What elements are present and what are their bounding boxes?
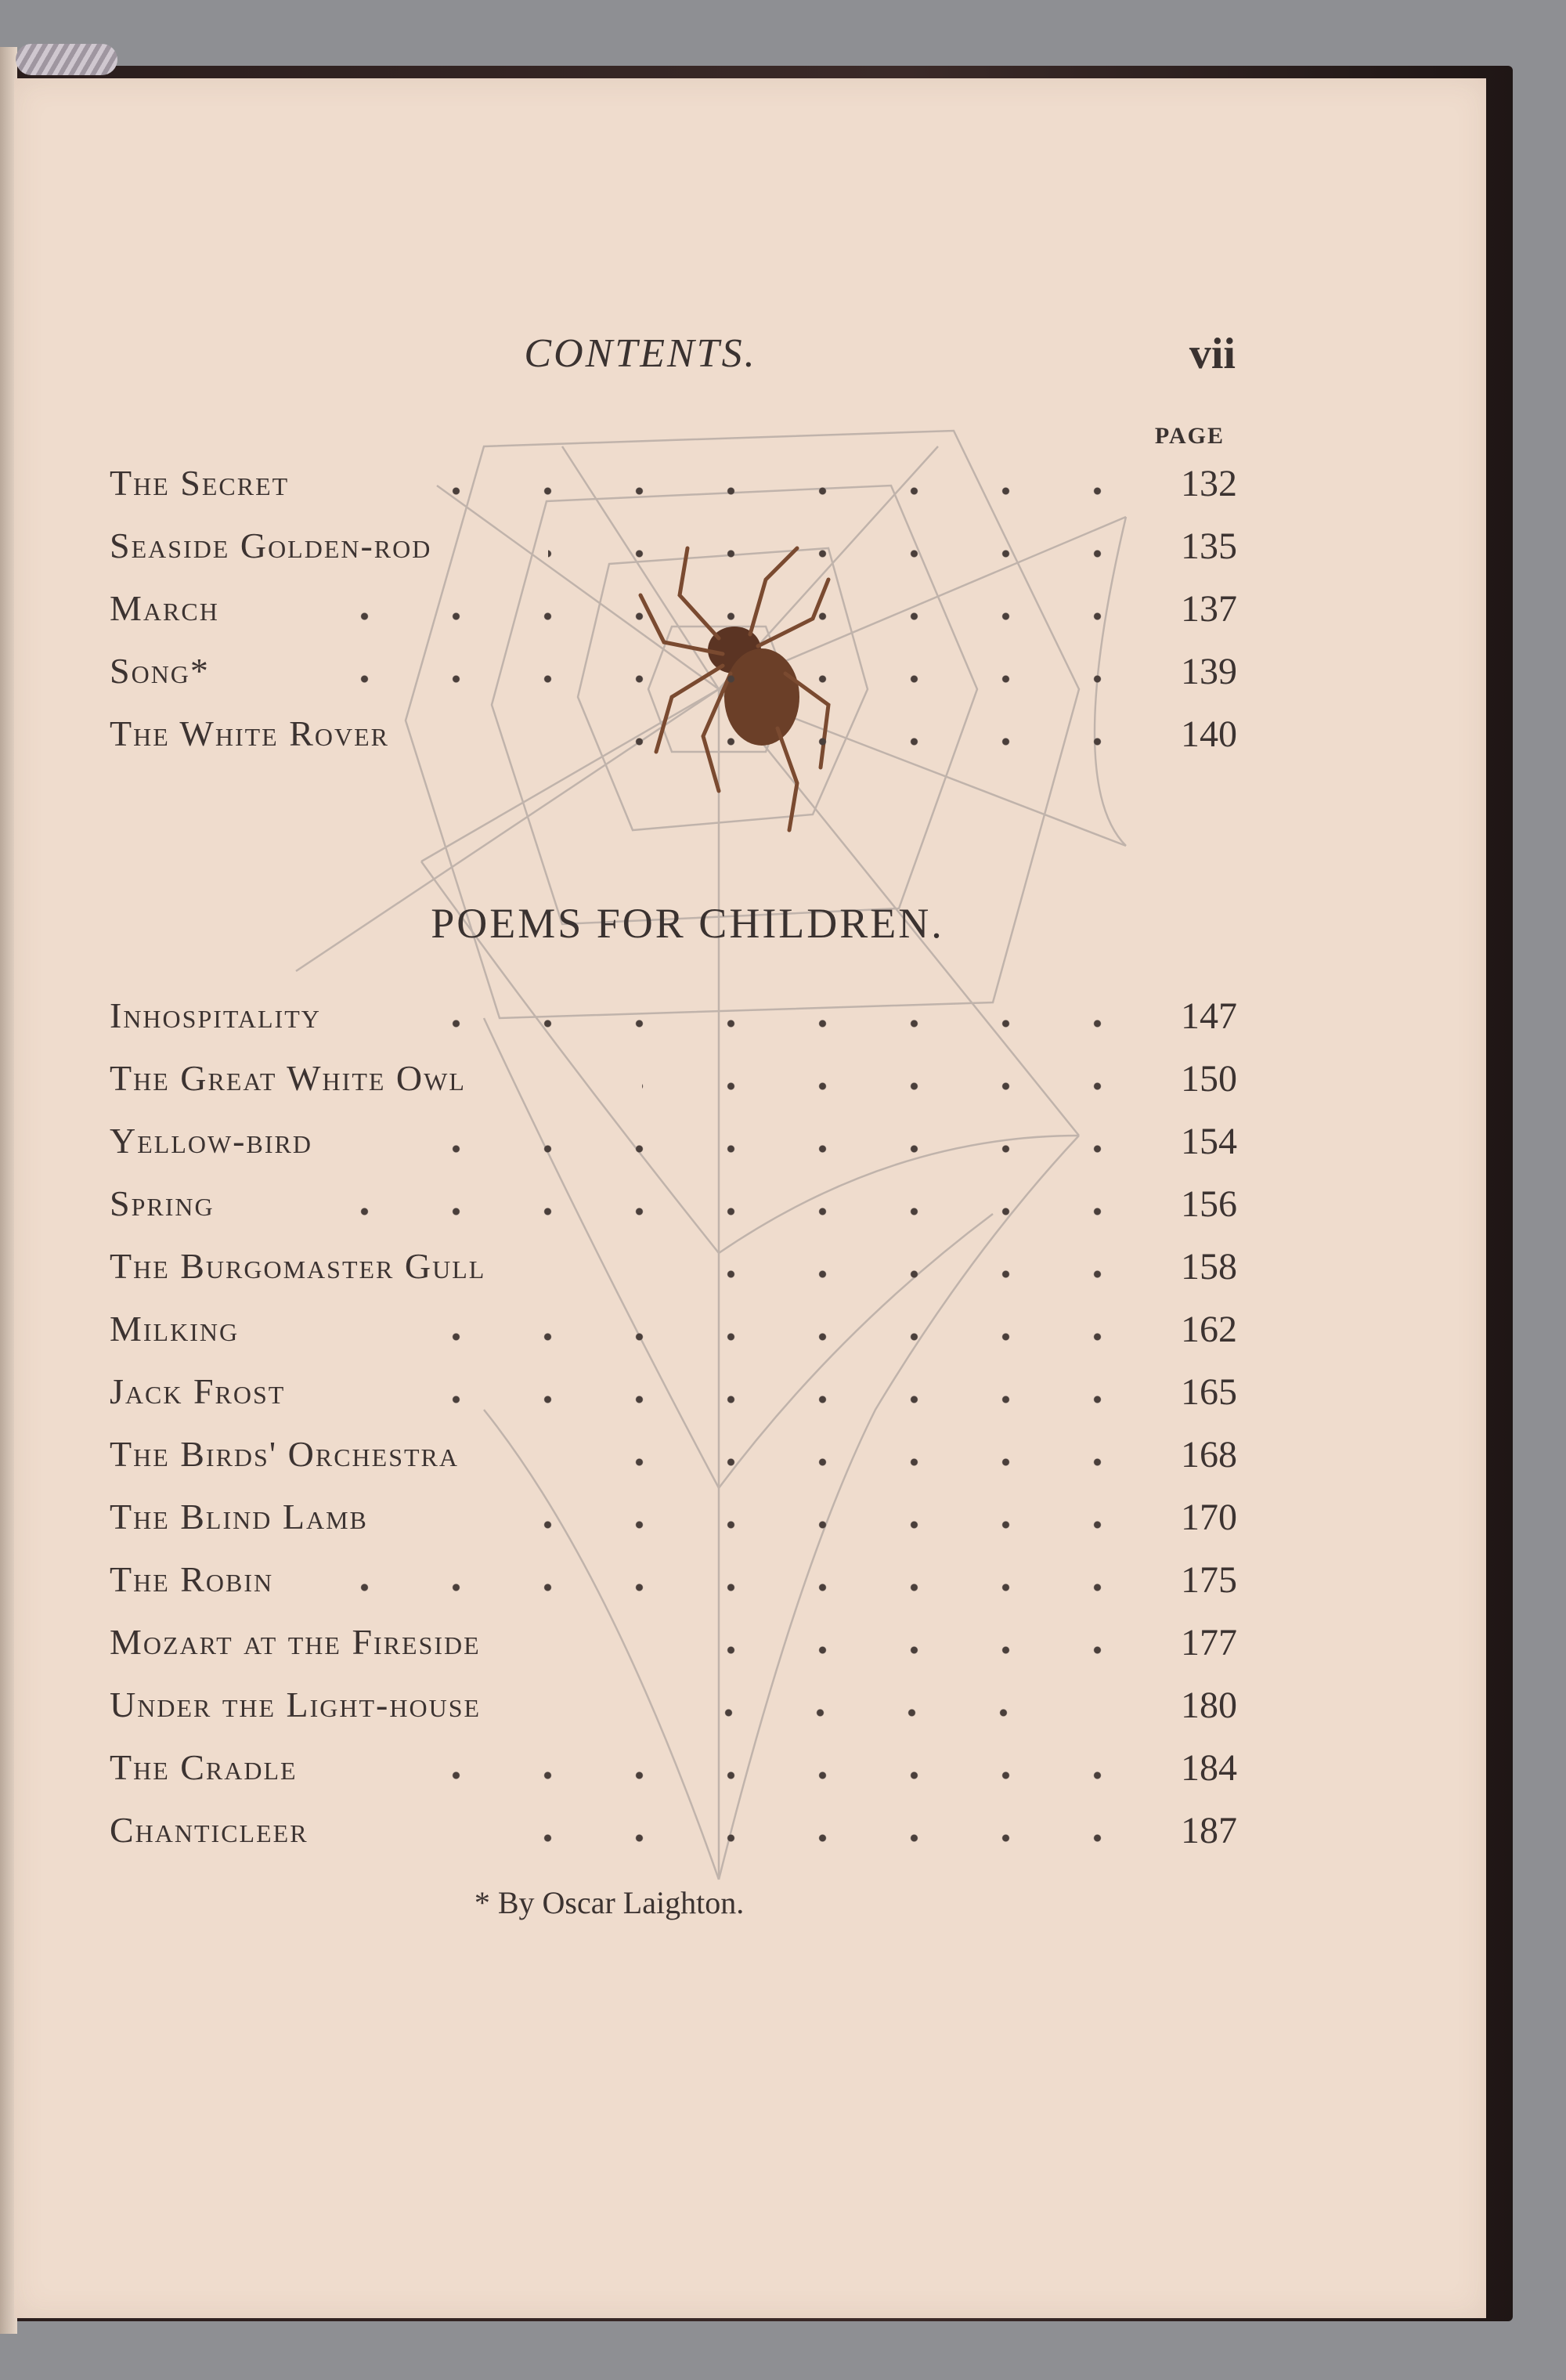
page-number: vii — [1189, 330, 1236, 378]
dot-leader — [626, 1457, 1143, 1468]
toc-page: 137 — [1181, 588, 1237, 630]
dot-leader — [376, 1770, 1143, 1781]
dot-leader — [392, 486, 1143, 497]
dot-leader — [548, 548, 1143, 559]
toc-page: 158 — [1181, 1246, 1237, 1288]
toc-title: The White Rover — [110, 713, 389, 753]
dot-leader — [564, 736, 1143, 747]
toc-row — [110, 650, 1237, 705]
toc-title: Under the Light-house — [110, 1685, 482, 1725]
toc-title: Milking — [110, 1309, 240, 1349]
toc-row — [110, 1057, 1237, 1112]
book-page — [14, 78, 1486, 2318]
toc-page: 175 — [1181, 1559, 1237, 1601]
toc-title: The Burgomaster Gull — [110, 1246, 486, 1286]
toc-title: March — [110, 588, 219, 628]
toc-title: Yellow-bird — [110, 1121, 312, 1161]
section-heading: POEMS FOR CHILDREN. — [431, 900, 944, 947]
dot-leader — [438, 1018, 1143, 1029]
toc-row — [110, 1809, 1237, 1864]
toc-title: Jack Frost — [110, 1371, 286, 1411]
toc-page: 187 — [1181, 1810, 1237, 1851]
toc-title: Chanticleer — [110, 1810, 309, 1850]
toc-title: Spring — [110, 1183, 215, 1223]
toc-title: Song* — [110, 651, 210, 691]
dot-leader — [658, 1269, 1143, 1280]
toc-row — [110, 462, 1237, 517]
toc-title: The Secret — [110, 463, 290, 503]
toc-row — [110, 525, 1237, 580]
toc-title: The Great White Owl — [110, 1058, 466, 1098]
toc-row — [110, 587, 1237, 642]
toc-page: 156 — [1181, 1183, 1237, 1225]
toc-page: 150 — [1181, 1058, 1237, 1100]
toc-page: 140 — [1181, 713, 1237, 755]
toc-row — [110, 1183, 1237, 1237]
dot-leader — [470, 1833, 1143, 1844]
dot-leader — [345, 674, 1143, 684]
toc-title: Seaside Golden-rod — [110, 525, 432, 565]
toc-page: 184 — [1181, 1747, 1237, 1789]
toc-page: 139 — [1181, 651, 1237, 692]
toc-title: The Birds' Orchestra — [110, 1434, 459, 1474]
toc-row — [110, 1433, 1237, 1488]
toc-row — [110, 1308, 1237, 1363]
contents-heading: CONTENTS. — [524, 331, 757, 376]
toc-page: 177 — [1181, 1622, 1237, 1663]
toc-page: 170 — [1181, 1497, 1237, 1538]
toc-row — [110, 1684, 1237, 1739]
dot-leader — [376, 1331, 1143, 1342]
toc-row — [110, 713, 1237, 767]
dot-leader — [673, 1645, 1143, 1656]
toc-row — [110, 1746, 1237, 1801]
page-column-label: PAGE — [1154, 423, 1225, 449]
toc-title: The Cradle — [110, 1747, 298, 1787]
toc-title: Inhospitality — [110, 995, 321, 1035]
dot-leader — [282, 1206, 1143, 1217]
dot-leader — [345, 1582, 1143, 1593]
dot-leader — [376, 1394, 1143, 1405]
toc-row — [110, 1371, 1237, 1425]
toc-page: 165 — [1181, 1371, 1237, 1413]
dot-leader — [642, 1081, 1143, 1092]
footnote: * By Oscar Laighton. — [474, 1885, 745, 1920]
toc-page: 147 — [1181, 995, 1237, 1037]
toc-row — [110, 1621, 1237, 1676]
toc-page: 135 — [1181, 525, 1237, 567]
toc-page: 132 — [1181, 463, 1237, 504]
dot-leader — [470, 1519, 1143, 1530]
toc-page: 162 — [1181, 1309, 1237, 1350]
toc-title: Mozart at the Fireside — [110, 1622, 481, 1662]
ribbon-bookmark-icon — [16, 44, 117, 75]
dot-leader — [282, 611, 1143, 622]
toc-row — [110, 1120, 1237, 1175]
toc-title: The Robin — [110, 1559, 274, 1599]
toc-title: The Blind Lamb — [110, 1497, 368, 1537]
toc-page: 154 — [1181, 1121, 1237, 1162]
toc-row — [110, 1496, 1237, 1551]
toc-page: 180 — [1181, 1685, 1237, 1726]
toc-row — [110, 1245, 1237, 1300]
toc-page: 168 — [1181, 1434, 1237, 1475]
dot-leader — [438, 1143, 1143, 1154]
dot-leader — [658, 1707, 1049, 1718]
toc-row — [110, 1558, 1237, 1613]
toc-row — [110, 995, 1237, 1049]
